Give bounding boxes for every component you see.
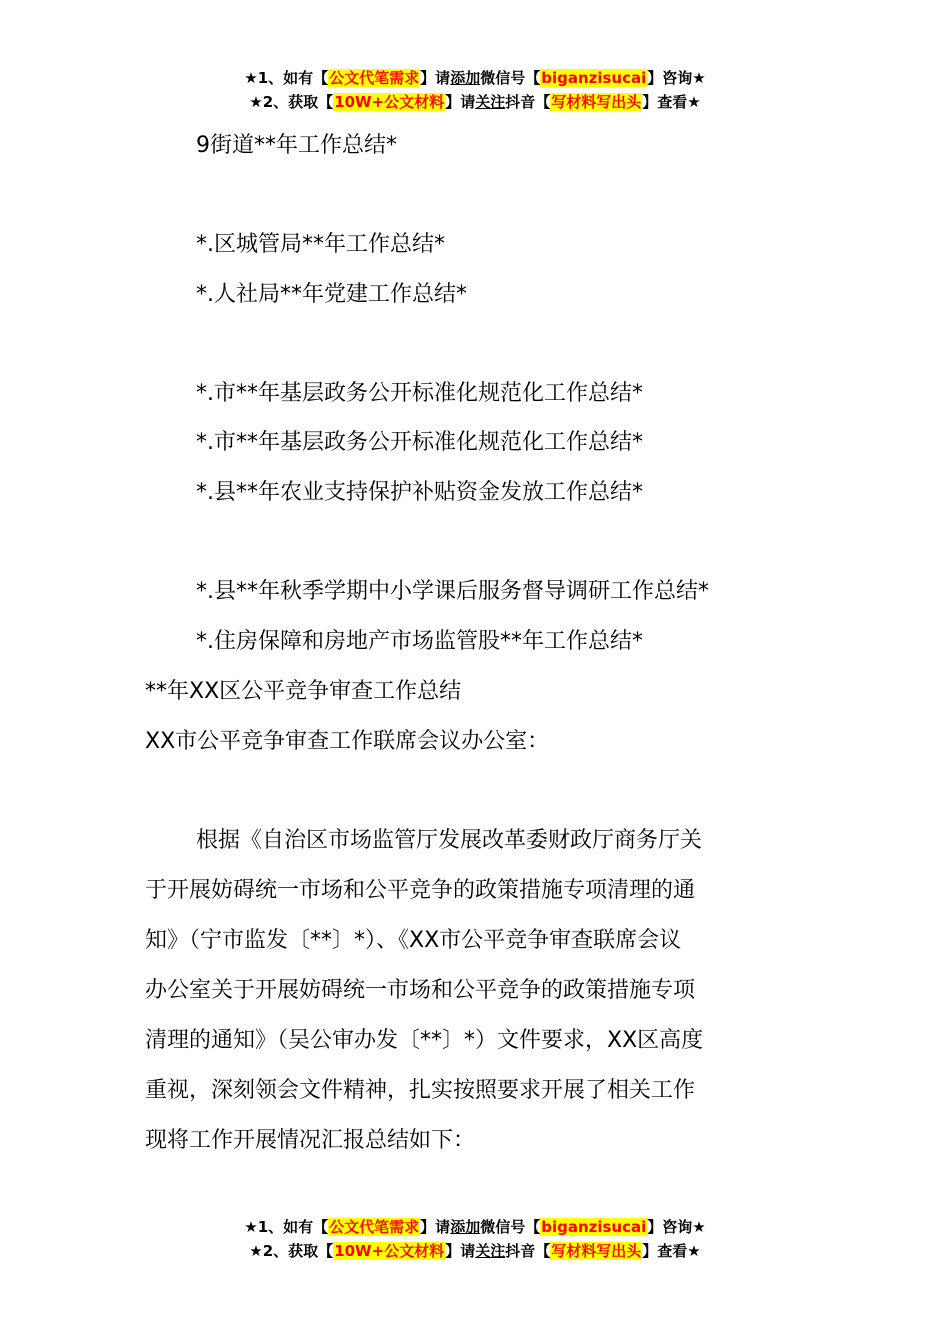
banner-text: 微信号【: [480, 1218, 541, 1236]
paragraph-line: 知》（宁市监发〔**〕*）、《XX市公平竞争审查联席会议: [145, 928, 682, 953]
banner-highlight: 公文代笔需求: [329, 69, 420, 87]
header-banner: [0, 66, 950, 114]
list-item: *.县**年农业支持保护补贴资金发放工作总结*: [196, 480, 643, 505]
document-title: **年XX区公平竞争审查工作总结: [145, 679, 462, 704]
banner-text: ★2、获取【: [249, 1242, 334, 1260]
banner-underline: 添加: [450, 69, 481, 87]
banner-douyin-id: 写材料写出头: [551, 1242, 642, 1260]
banner-text: ★1、如有【: [244, 69, 329, 87]
list-item: *.区城管局**年工作总结*: [196, 232, 445, 257]
salutation: XX市公平竞争审查工作联席会议办公室：: [145, 729, 550, 754]
banner-underline: 添加: [450, 1218, 481, 1236]
banner-highlight: 10W+公文材料: [334, 93, 445, 111]
banner-text: 】请: [420, 1218, 451, 1236]
banner-text: 抖音【: [505, 1242, 551, 1260]
banner-text: 抖音【: [505, 93, 551, 111]
paragraph-line: 办公室关于开展妨碍统一市场和公平竞争的政策措施专项: [145, 978, 696, 1003]
banner-text: ★1、如有【: [244, 1218, 329, 1236]
paragraph-line: 重视，深刻领会文件精神，扎实按照要求开展了相关工作: [145, 1078, 696, 1103]
body-paragraph: [145, 826, 810, 1176]
banner-text: 微信号【: [480, 69, 541, 87]
banner-line-2: [0, 90, 950, 114]
banner-underline: 关注: [475, 1242, 506, 1260]
banner-text: 】请: [445, 1242, 476, 1260]
banner-highlight: 10W+公文材料: [334, 1242, 445, 1260]
paragraph-line: 清理的通知》（吴公审办发〔**〕*）文件要求，XX区高度: [145, 1028, 704, 1053]
paragraph-line: 根据《自治区市场监管厅发展改革委财政厅商务厅关: [196, 828, 703, 853]
list-item: 9街道**年工作总结*: [196, 133, 397, 158]
banner-text: 】咨询★: [647, 1218, 706, 1236]
list-item: *.市**年基层政务公开标准化规范化工作总结*: [196, 430, 643, 455]
paragraph-line: 现将工作开展情况汇报总结如下：: [145, 1128, 476, 1153]
footer-banner: [0, 1215, 950, 1263]
list-item: *.住房保障和房地产市场监管股**年工作总结*: [196, 629, 643, 654]
banner-text: 】咨询★: [647, 69, 706, 87]
banner-douyin-id: 写材料写出头: [551, 93, 642, 111]
banner-text: 】查看★: [642, 1242, 701, 1260]
banner-text: ★2、获取【: [249, 93, 334, 111]
banner-text: 】请: [420, 69, 451, 87]
banner-highlight: 公文代笔需求: [329, 1218, 420, 1236]
banner-line-2: [0, 1239, 950, 1263]
list-item: *.县**年秋季学期中小学课后服务督导调研工作总结*: [196, 579, 709, 604]
list-item: *.市**年基层政务公开标准化规范化工作总结*: [196, 381, 643, 406]
banner-text: 】查看★: [642, 93, 701, 111]
banner-wechat-id: biganzisucai: [541, 69, 647, 87]
banner-text: 】请: [445, 93, 476, 111]
banner-line-1: [0, 66, 950, 90]
banner-wechat-id: biganzisucai: [541, 1218, 647, 1236]
banner-line-1: [0, 1215, 950, 1239]
banner-underline: 关注: [475, 93, 506, 111]
paragraph-line: 于开展妨碍统一市场和公平竞争的政策措施专项清理的通: [145, 878, 696, 903]
list-item: *.人社局**年党建工作总结*: [196, 282, 467, 307]
